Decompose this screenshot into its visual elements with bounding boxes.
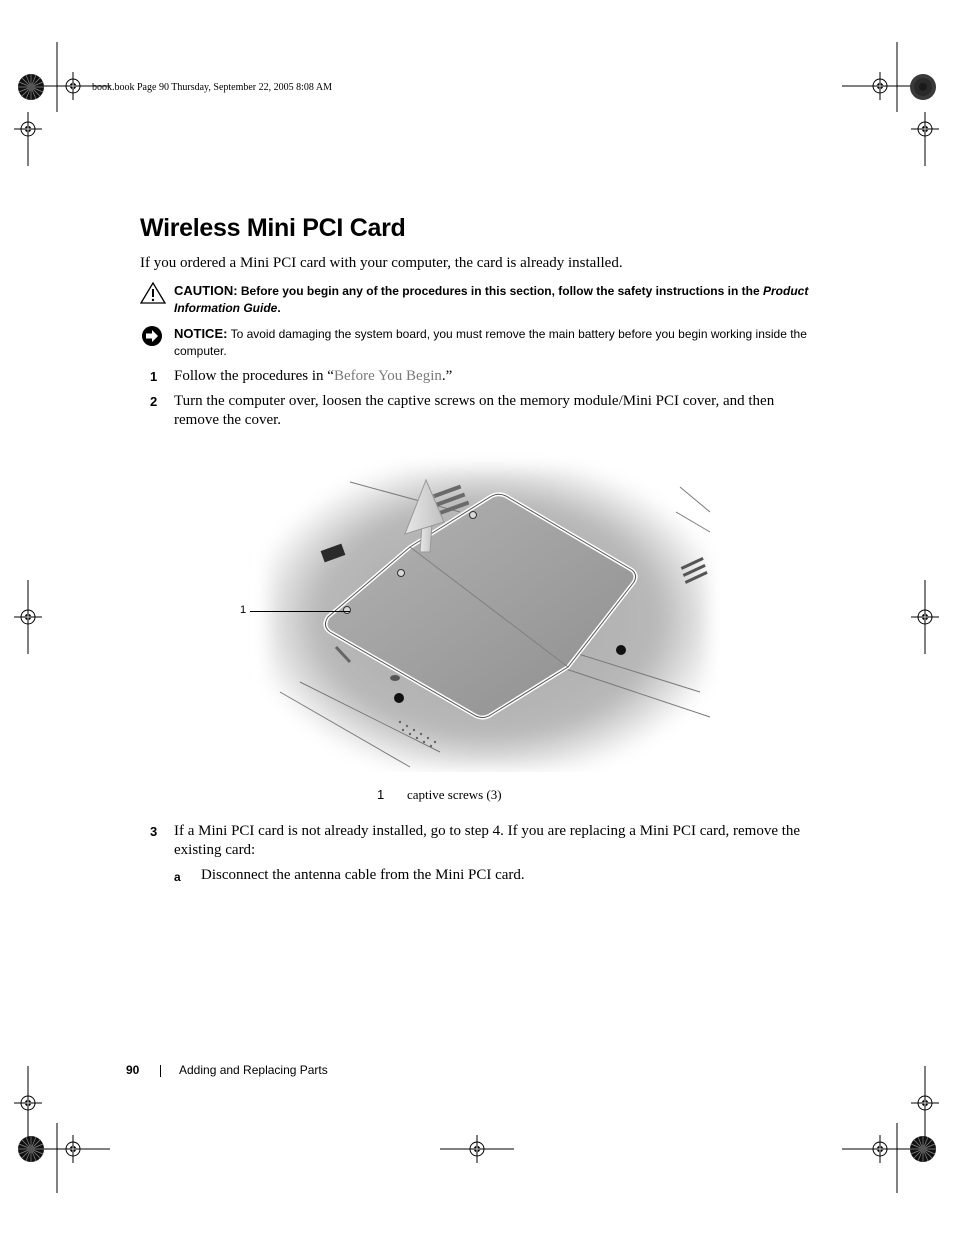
before-you-begin-link[interactable]: Before You Begin [333,368,442,384]
callout-leader-line [250,611,350,612]
guide-reference: Product Information Guide [174,284,809,315]
caution-period: . [277,301,281,315]
caution-icon [140,282,166,304]
step-number: 3 [150,824,158,839]
step-text: Turn the computer over, loosen the captive screws on the memory module/Mini PCI cover, and then remove the cover. [174,393,775,428]
page-title: Wireless Mini PCI Card [140,214,406,242]
print-header: book.book Page 90 Thursday, September 22, 2005 8:08 AM [92,82,332,93]
caption-number: 1 [377,787,385,802]
step-number: 1 [150,369,158,384]
substep-text: Disconnect the antenna cable from the Mini PCI card. [201,867,525,883]
page-number: 90 [126,1063,140,1077]
step-text: If a Mini PCI card is not already installed, go to step 4. If you are replacing a Mini PCI card, remove the existing card: [174,823,801,858]
step-text-end: .” [441,368,453,384]
caution-text: Before you begin any of the procedures in this section, follow the safety instructions in the [240,284,760,298]
substep-letter: a [174,870,181,884]
notice-arrow-icon [140,325,164,349]
footer-section-title: Adding and Replacing Parts [179,1063,328,1077]
notice-label: NOTICE: [174,326,228,341]
step-number: 2 [150,394,158,409]
notice-text: To avoid damaging the system board, you must remove the main battery before you begin working inside the computer. [174,327,807,358]
caption-text: captive screws (3) [407,787,502,802]
intro-paragraph: If you ordered a Mini PCI card with your computer, the card is already installed. [140,255,623,271]
footer-divider [160,1065,161,1077]
caution-label: CAUTION: [174,283,238,298]
mini-pci-cover-illustration [240,452,720,772]
step-text: Follow the procedures in “ [174,368,334,384]
callout-number: 1 [240,604,247,616]
